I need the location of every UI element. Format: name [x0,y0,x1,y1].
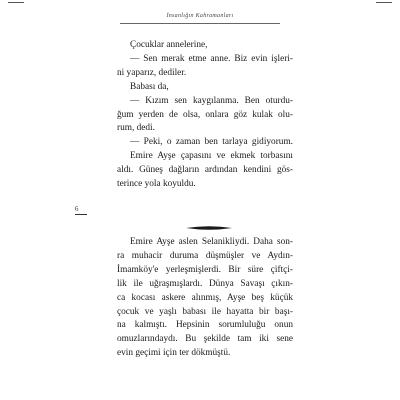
text-line: ra muhacir duruma düşmüşler ve Aydın- [117,250,293,261]
text-line: lik ile uğraşmışlardı. Dünya Savaşı çıkın- [117,278,293,289]
crop-mark-right [376,2,392,3]
text-line: omuzlarındaydı. Bu şekilde tam iki sene [117,334,293,345]
crop-mark-left [8,2,24,3]
section-divider-ornament [185,224,233,232]
text-line: Emire Ayşe çapasını ve ekmek torbasını [130,151,293,162]
text-line: Babası da, [130,81,169,92]
text-line: — Sen merak etme anne. Biz evin işleri- [130,53,293,64]
running-header: İnsanlığın Kahramanları [166,13,234,19]
text-line: ca kocası askere alınmış, Ayşe beş küçük [117,292,293,303]
text-line: Emire Ayşe aslen Selanikliydi. Daha son- [130,237,293,247]
text-line: rum, dedi. [117,123,155,134]
header-rule [120,23,280,24]
text-line: — Peki, o zaman ben tarlaya gidiyorum. [130,137,293,148]
page-number: 6 [75,205,87,215]
text-line: çocuk ve yaşlı babası ile hayatta bir başı- [117,306,293,317]
text-line: ğum yerden de olsa, onlara göz kulak olu- [117,109,293,120]
text-line: — Kızım sen kaygılanma. Ben oturdu- [130,95,293,106]
text-line: Çocuklar annelerine, [130,40,208,50]
bottom-text-section [117,236,293,361]
text-line: ni yaparız, dediler. [117,67,187,78]
text-line: İmamköy'e yerleşmişlerdi. Bir süre çiftçi- [117,264,293,275]
top-text-section [117,39,293,192]
text-line: aldı. Güneş dağların ardından kendini gös- [117,165,293,176]
text-line: terince yola koyuldu. [117,179,196,190]
text-line: evin geçimi için ter dökmüştü. [117,348,231,359]
text-line: na kalmıştı. Hepsinin sorumluluğu onun [117,320,293,331]
